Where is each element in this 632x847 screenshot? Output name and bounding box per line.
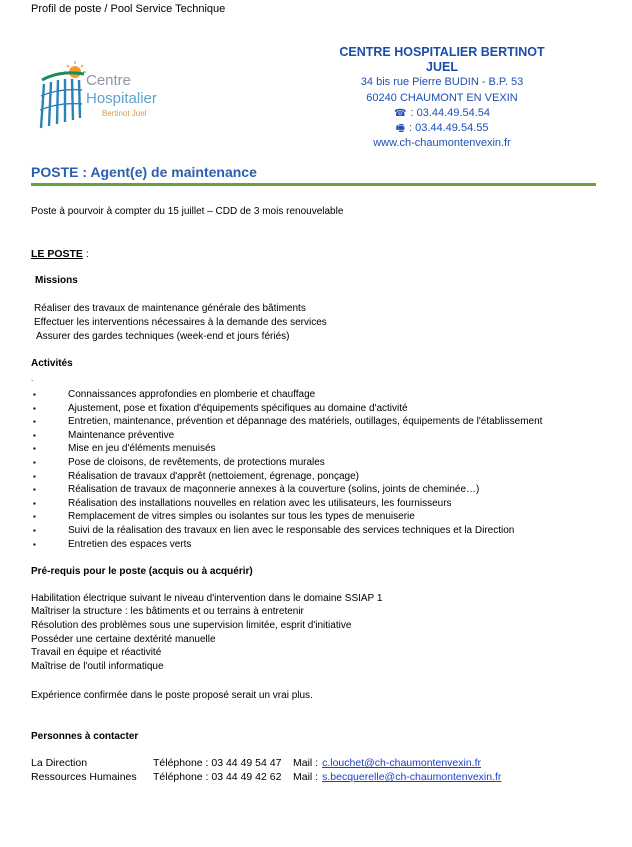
bullet-icon: ▪ — [33, 498, 36, 508]
list-item-text: Entretien, maintenance, prévention et dépannage des matériels, outillages, équipements de l'établissement — [68, 416, 543, 428]
le-poste-heading — [31, 248, 89, 262]
address-line-1: 34 bis rue Pierre BUDIN - B.P. 53 — [360, 76, 524, 89]
bullet-icon: ▪ — [33, 417, 36, 427]
bullet-icon: ▪ — [33, 457, 36, 467]
contact-role: Ressources Humaines — [31, 771, 137, 783]
post-title: POSTE : Agent(e) de maintenance — [31, 164, 257, 180]
list-item — [33, 470, 542, 484]
bullet-icon: ▪ — [33, 444, 36, 454]
bullet-icon: ▪ — [33, 512, 36, 522]
list-item — [33, 510, 542, 524]
prerequis-item: Travail en équipe et réactivité — [31, 647, 162, 658]
list-item — [33, 483, 542, 497]
contact-role: La Direction — [31, 757, 88, 769]
list-item — [33, 415, 542, 429]
organisation-address-block — [327, 45, 557, 151]
mission-item: Réaliser des travaux de maintenance générale des bâtiments — [34, 303, 306, 314]
list-item-text: Entretien des espaces verts — [68, 538, 192, 550]
document-header: Profil de poste / Pool Service Technique — [31, 3, 226, 15]
list-item-text: Maintenance préventive — [68, 429, 175, 441]
list-item — [33, 497, 542, 511]
prerequis-item: Posséder une certaine dextérité manuelle — [31, 634, 216, 645]
list-item — [33, 442, 542, 456]
list-item-text: Réalisation des installations nouvelles en relation avec les utilisateurs, les fournisseurs — [68, 497, 452, 509]
prerequis-item: Habilitation électrique suivant le niveau d'intervention dans le domaine SSIAP 1 — [31, 593, 383, 604]
list-item-text: Remplacement de vitres simples ou isolantes sur tous les types de menuiserie — [68, 511, 415, 523]
bullet-icon: ▪ — [33, 403, 36, 413]
logo-text-centre: Centre — [86, 72, 132, 89]
list-item-text: Réalisation de travaux de maçonnerie annexes à la couverture (solins, joints de cheminée…) — [68, 484, 480, 496]
list-item-text: Connaissances approfondies en plomberie et chauffage — [68, 389, 316, 400]
phone-icon: ☎ — [394, 107, 407, 119]
le-poste-colon: : — [82, 248, 89, 260]
org-website-link[interactable]: www.ch-chaumontenvexin.fr — [373, 137, 511, 150]
list-item — [33, 402, 542, 416]
contact-mail-link[interactable]: s.becquerelle@ch-chaumontenvexin.fr — [322, 771, 502, 783]
prerequis-heading: Pré-requis pour le poste (acquis ou à acquérir) — [31, 566, 253, 577]
activites-heading: Activités — [31, 358, 73, 369]
list-item — [33, 429, 542, 443]
activites-dot: . — [31, 374, 34, 383]
prerequis-item: Maîtriser la structure : les bâtiments et ou terrains à entretenir — [31, 606, 304, 617]
contact-mail-label: Mail : — [293, 771, 319, 783]
org-fax: : 03.44.49.54.55 — [408, 122, 489, 135]
logo-text-hospitalier: Hospitalier — [86, 90, 157, 107]
list-item-text: Suivi de la réalisation des travaux en lien avec le responsable des services techniques et la Direction — [68, 524, 515, 536]
list-item — [33, 538, 542, 552]
contact-phone: Téléphone : 03 44 49 54 47 — [153, 757, 282, 769]
intro-text: Poste à pourvoir à compter du 15 juillet – CDD de 3 mois renouvelable — [31, 206, 344, 217]
fax-line — [327, 121, 557, 136]
list-item-text: Mise en jeu d'éléments menuisés — [68, 443, 216, 455]
contacts-heading: Personnes à contacter — [31, 731, 139, 742]
bullet-icon: ▪ — [33, 485, 36, 495]
prerequis-item: Résolution des problèmes sous une supervision limitée, esprit d'initiative — [31, 620, 352, 631]
mission-item: Assurer des gardes techniques (week-end et jours fériés) — [36, 331, 290, 342]
title-divider — [31, 183, 596, 186]
fax-icon: 🖷 — [395, 123, 405, 135]
bullet-icon: ▪ — [33, 471, 36, 481]
le-poste-label: LE POSTE — [31, 248, 83, 260]
list-item — [33, 388, 542, 402]
prerequis-item: Maîtrise de l'outil informatique — [31, 661, 164, 672]
phone-line — [327, 106, 557, 121]
contact-mail-label: Mail : — [293, 757, 319, 769]
contact-mail-link[interactable]: c.louchet@ch-chaumontenvexin.fr — [322, 757, 481, 769]
mission-item: Effectuer les interventions nécessaires à la demande des services — [34, 317, 327, 328]
contact-row-direction — [31, 757, 481, 769]
address-line-2: 60240 CHAUMONT EN VEXIN — [366, 91, 518, 104]
bullet-icon: ▪ — [33, 539, 36, 549]
organisation-name: CENTRE HOSPITALIER BERTINOT JUEL — [339, 45, 545, 75]
list-item-text: Ajustement, pose et fixation d'équipements spécifiques au domaine d'activité — [68, 402, 408, 414]
activites-list — [33, 388, 542, 551]
org-phone: : 03.44.49.54.54 — [410, 106, 490, 119]
contact-phone: Téléphone : 03 44 49 42 62 — [153, 771, 282, 783]
bullet-icon: ▪ — [33, 525, 36, 535]
bullet-icon: ▪ — [33, 430, 36, 440]
hospital-logo — [34, 58, 174, 138]
list-item-text: Réalisation de travaux d'apprêt (nettoiement, égrenage, ponçage) — [68, 470, 359, 482]
experience-text: Expérience confirmée dans le poste proposé serait un vrai plus. — [31, 690, 313, 701]
list-item — [33, 524, 542, 538]
list-item-text: Pose de cloisons, de revêtements, de protections murales — [68, 456, 325, 468]
logo-text-bertinot-juel: Bertinot Juel — [102, 109, 147, 118]
bullet-icon: ▪ — [33, 390, 36, 399]
missions-heading: Missions — [35, 275, 78, 286]
list-item — [33, 456, 542, 470]
contact-row-rh — [31, 771, 501, 783]
